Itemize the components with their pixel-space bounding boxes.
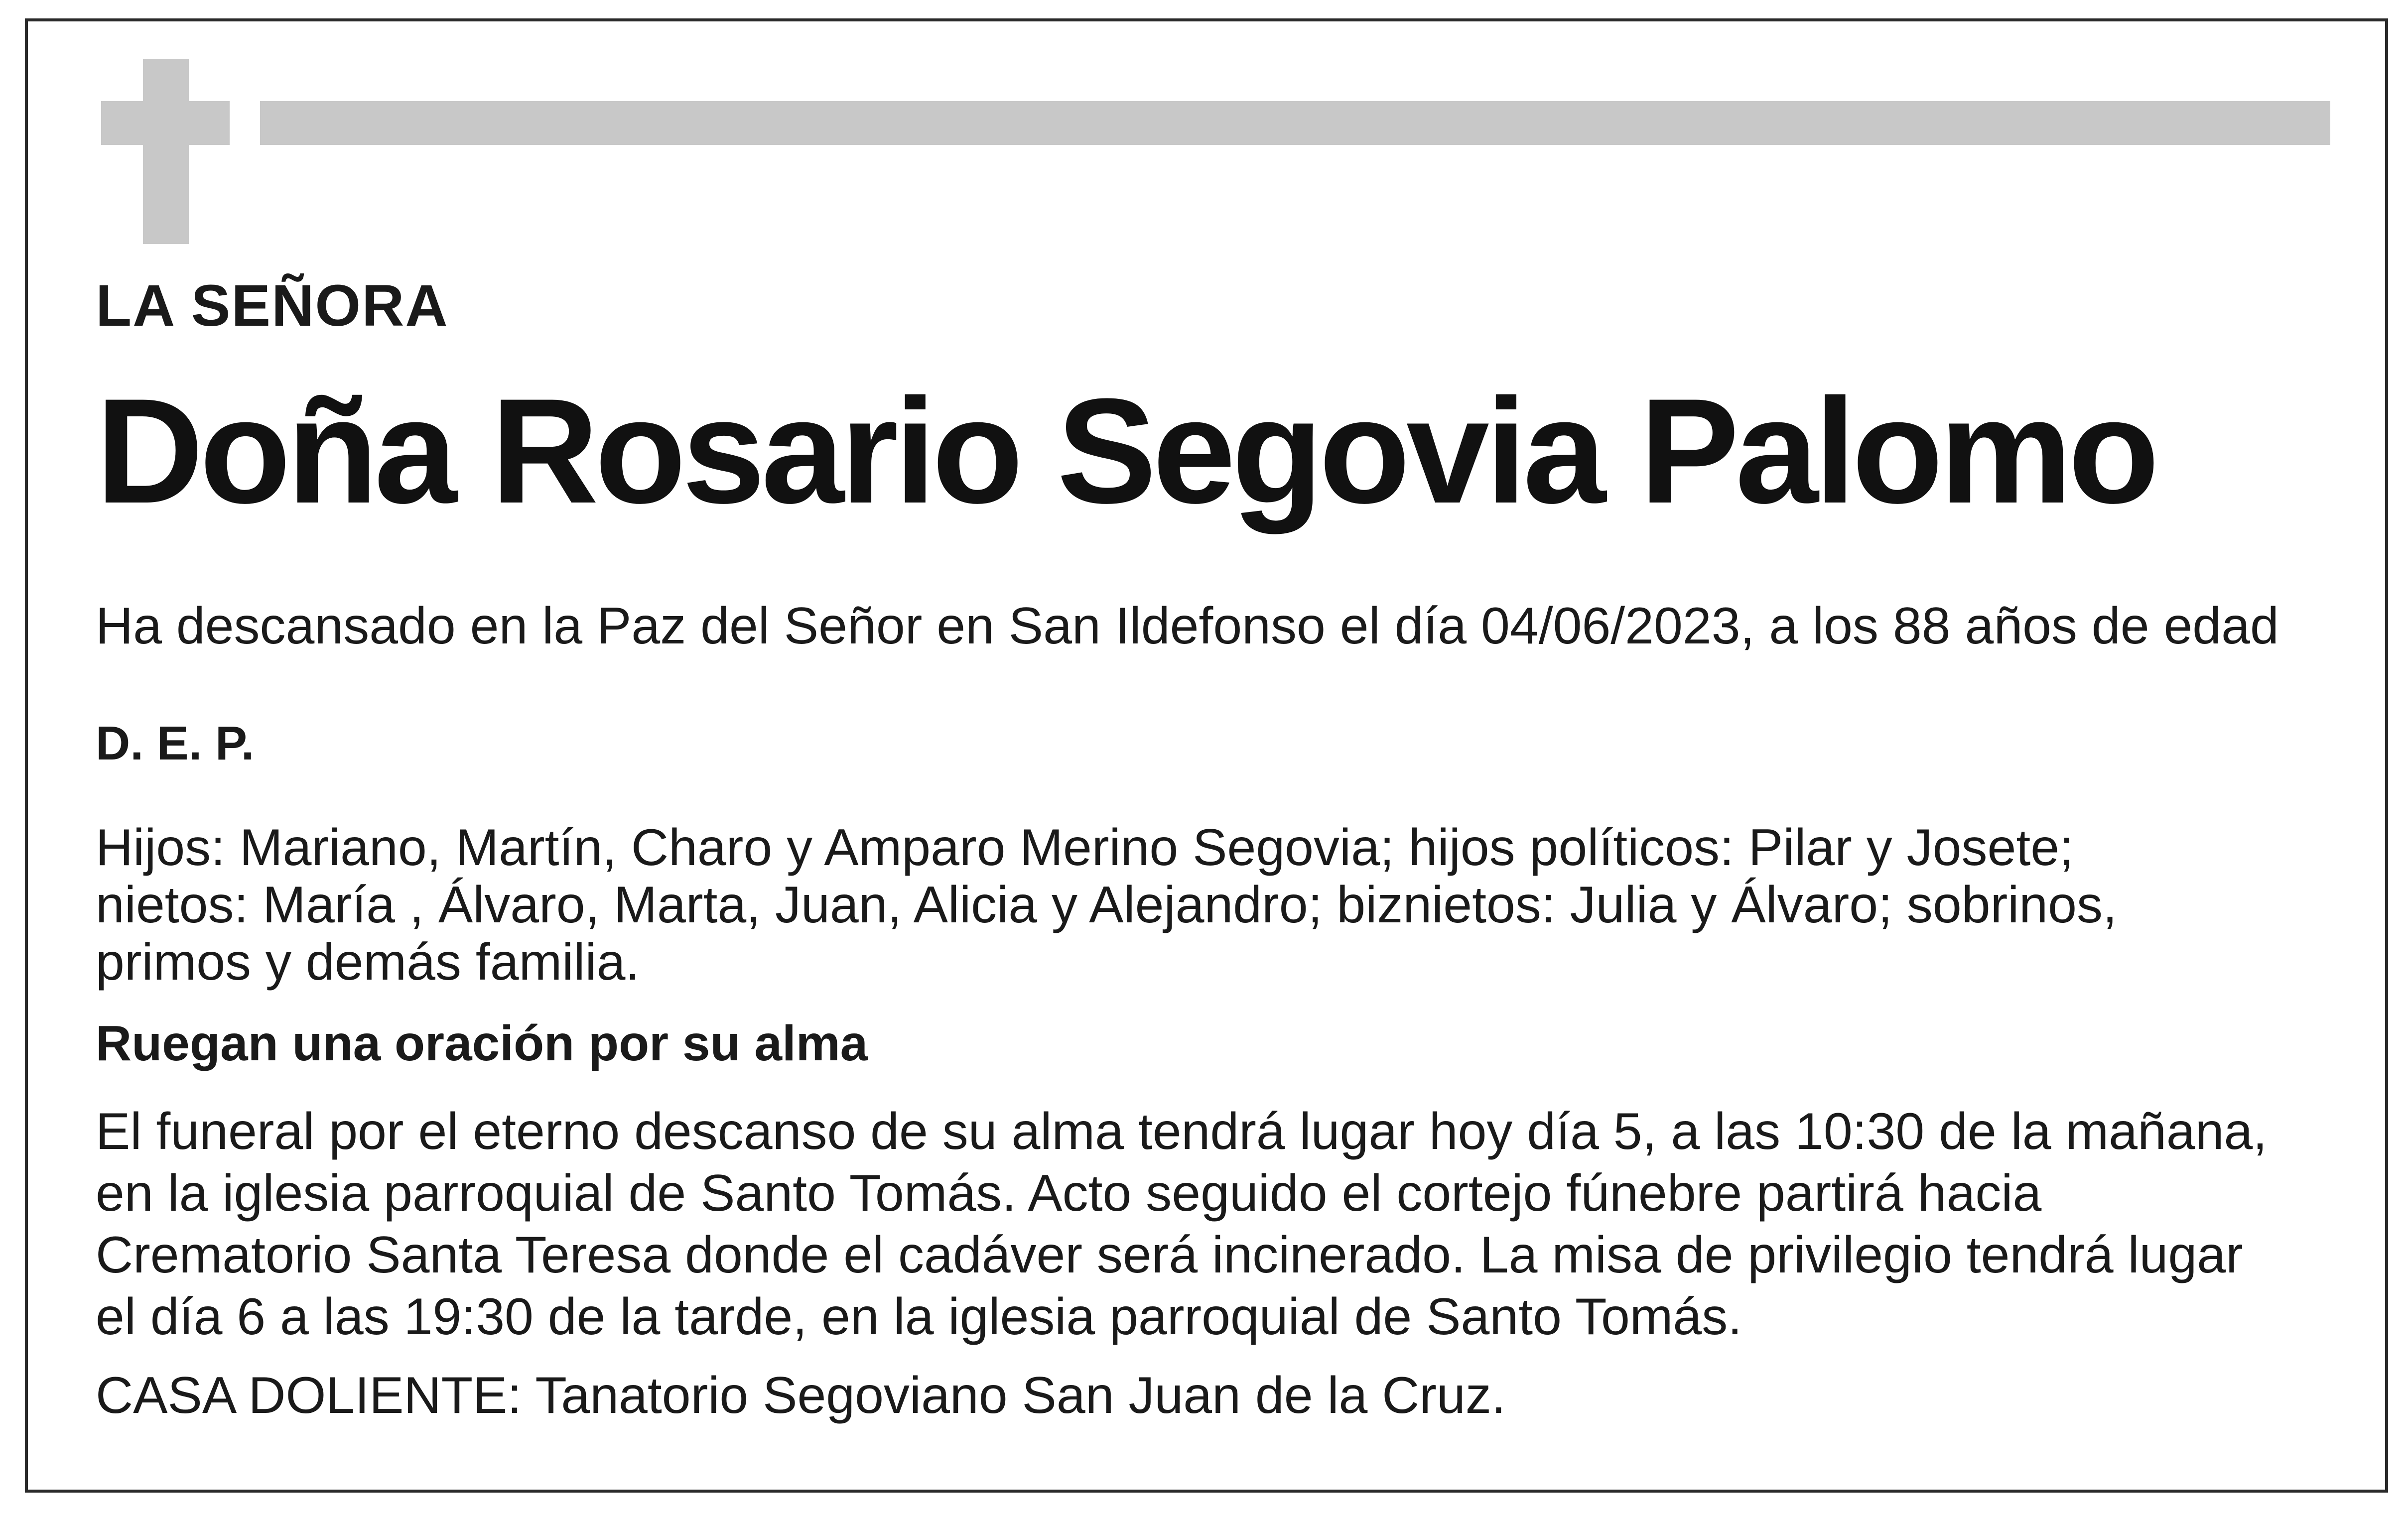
funeral-details [96, 1101, 2267, 1348]
cross-vertical-beam [143, 59, 189, 244]
mourning-house: CASA DOLIENTE: Tanatorio Segoviano San Juan de la Cruz. [96, 1367, 1506, 1424]
funeral-line: el día 6 a las 19:30 de la tarde, en la iglesia parroquial de Santo Tomás. [96, 1288, 1742, 1346]
family-line: nietos: María , Álvaro, Marta, Juan, Alicia y Alejandro; biznietos: Julia y Álvaro; sobrinos, [96, 876, 2117, 934]
cross-horizontal-beam [101, 101, 230, 145]
funeral-line: El funeral por el eterno descanso de su alma tendrá lugar hoy día 5, a las 10:30 de la mañana, [96, 1103, 2268, 1160]
death-announcement: Ha descansado en la Paz del Señor en San Ildefonso el día 04/06/2023, a los 88 años de edad [96, 597, 2279, 655]
funeral-line: Crematorio Santa Teresa donde el cadáver será incinerado. La misa de privilegio tendrá lugar [96, 1226, 2243, 1284]
deceased-name: Doña Rosario Segovia Palomo [96, 367, 2156, 534]
funeral-line: en la iglesia parroquial de Santo Tomás. Acto seguido el cortejo fúnebre partirá hacia [96, 1164, 2042, 1222]
prayer-request: Ruegan una oración por su alma [96, 1015, 868, 1071]
family-line: Hijos: Mariano, Martín, Charo y Amparo Merino Segovia; hijos políticos: Pilar y Josete; [96, 819, 2074, 877]
dep-abbreviation: D. E. P. [96, 717, 255, 770]
header-rule [260, 101, 2330, 145]
honorific: LA SEÑORA [96, 273, 449, 339]
family-line: primos y demás familia. [96, 933, 640, 991]
family-list [96, 819, 2337, 991]
